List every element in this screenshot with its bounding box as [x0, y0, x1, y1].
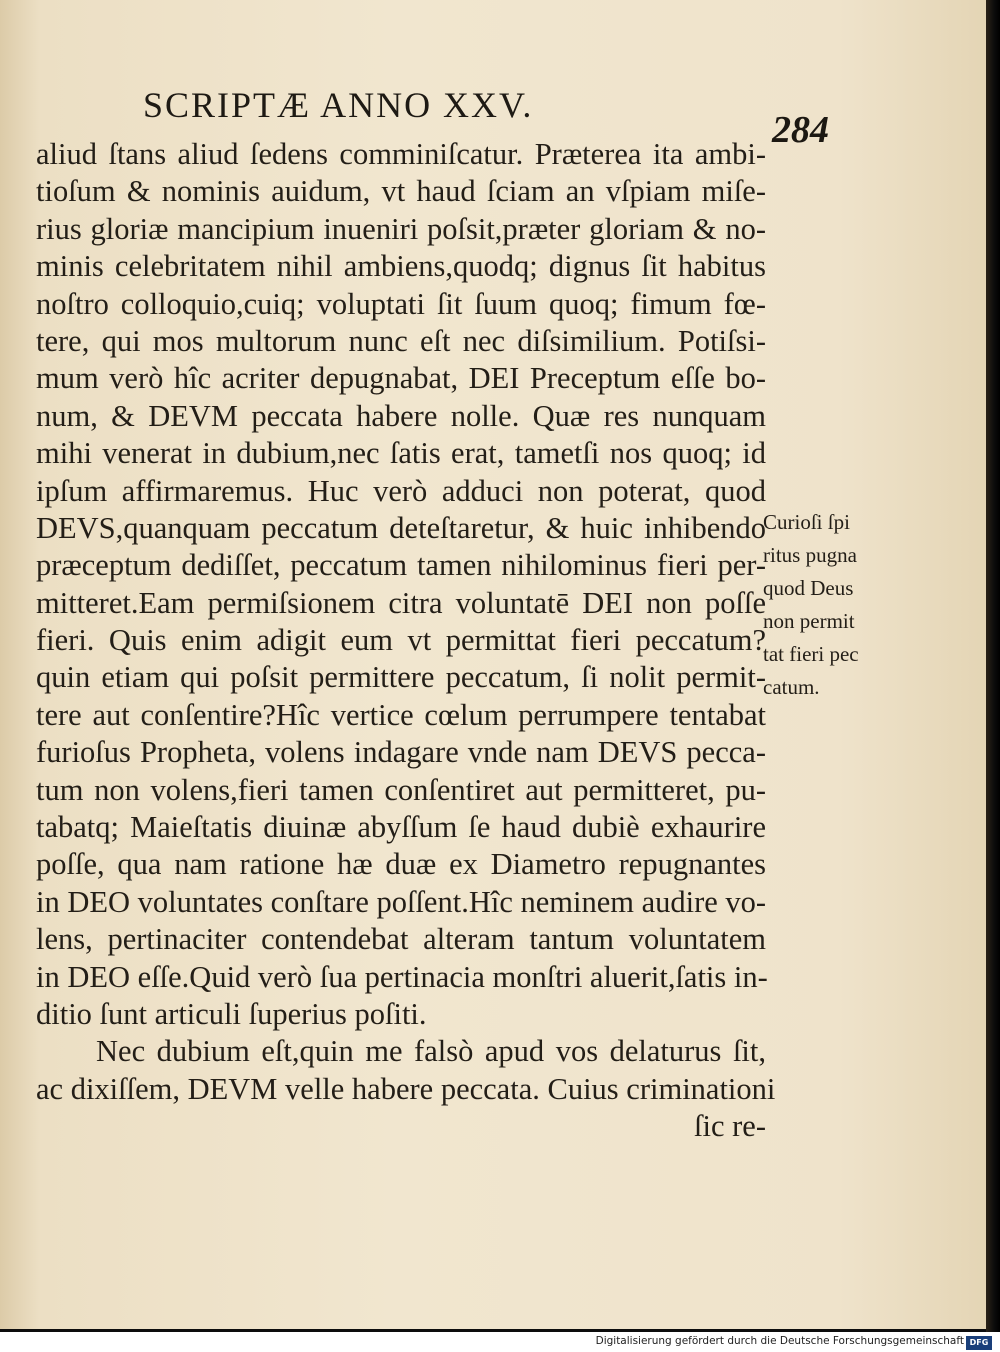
text-line: quin etiam qui poſsit permittere peccatum, ſi nolit permit-	[36, 660, 766, 695]
text-line: tioſum & nominis auidum, vt haud ſciam an vſpiam miſe-	[36, 174, 766, 209]
text-line: in DEO voluntates conſtare poſſent.Hîc neminem audire vo-	[36, 884, 767, 919]
text-line: mitteret.Eam permiſsionem citra voluntatē DEI non poſſe	[36, 585, 766, 620]
marginal-note-line: Curioſi ſpi	[763, 510, 850, 534]
text-line: ipſum affirmaremus. Huc verò adduci non poterat, quod	[36, 473, 766, 508]
text-line: poſſe, qua nam ratione hæ duæ ex Diametro repugnantes	[36, 847, 766, 882]
marginal-note-line: tat fieri pec	[763, 642, 859, 666]
text-line: tum non volens,fieri tamen conſentiret aut permitteret, pu-	[36, 772, 766, 807]
text-line: furioſus Propheta, volens indagare vnde nam DEVS pecca-	[36, 735, 766, 770]
marginal-note-line: ritus pugna	[763, 543, 857, 567]
text-line: ac dixiſſem, DEVM velle habere peccata. Cuius criminationi	[36, 1071, 776, 1106]
text-line: mihi venerat in dubium,nec ſatis erat, tametſi nos quoq; id	[36, 436, 766, 471]
text-line: noſtro colloquio,cuiq; voluptati ſit ſuum quoq; fimum fœ-	[36, 286, 766, 321]
marginal-note-line: non permit	[763, 609, 855, 633]
text-line: Nec dubium eſt,quin me falsò apud vos delaturus ſit,	[96, 1034, 766, 1069]
text-line: tere, qui mos multorum nunc eſt nec diſsimilium. Potiſsi-	[36, 323, 766, 358]
funding-credit: Digitalisierung gefördert durch die Deutsche Forschungsgemeinschaft	[595, 1335, 964, 1347]
text-line: DEVS,quanquam peccatum deteſtaretur, & huic inhibendo	[36, 510, 766, 545]
text-line: tabatq; Maieſtatis diuinæ abyſſum ſe haud dubiè exhaurire	[36, 810, 766, 845]
page-number: 284	[772, 109, 829, 151]
text-line: præceptum dediſſet, peccatum tamen nihilominus fieri per-	[36, 548, 766, 583]
text-line: ditio ſunt articuli ſuperius poſiti.	[36, 996, 427, 1031]
marginal-note	[763, 506, 893, 704]
marginal-note-line: quod Deus	[763, 576, 854, 600]
text-line: tere aut conſentire?Hîc vertice cœlum perrumpere tentabat	[36, 697, 766, 732]
dfg-logo: DFG	[966, 1336, 992, 1350]
body-text	[36, 136, 776, 1146]
text-line: aliud ſtans aliud ſedens comminiſcatur. Præterea ita ambi-	[36, 137, 766, 171]
text-line: lens, pertinaciter contendebat alteram tantum voluntatem	[36, 922, 766, 957]
text-line: minis celebritatem nihil ambiens,quodq; dignus ſit habitus	[36, 249, 766, 284]
text-line: mum verò hîc acriter depugnabat, DEI Preceptum eſſe bo-	[36, 361, 766, 396]
text-line: rius gloriæ mancipium inueniri poſsit,præter gloriam & no-	[36, 211, 766, 246]
text-line: fieri. Quis enim adigit eum vt permittat fieri peccatum?	[36, 623, 766, 658]
text-line: in DEO eſſe.Quid verò ſua pertinacia monſtri aluerit,ſatis in-	[36, 959, 768, 994]
page-edge-shadow	[986, 0, 1000, 1332]
running-head: SCRIPTÆ ANNO XXV.	[143, 85, 534, 125]
catchword: ſic re-	[694, 1109, 766, 1144]
marginal-note-line: catum.	[763, 675, 820, 699]
text-line: num, & DEVM peccata habere nolle. Quæ res nunquam	[36, 398, 766, 433]
